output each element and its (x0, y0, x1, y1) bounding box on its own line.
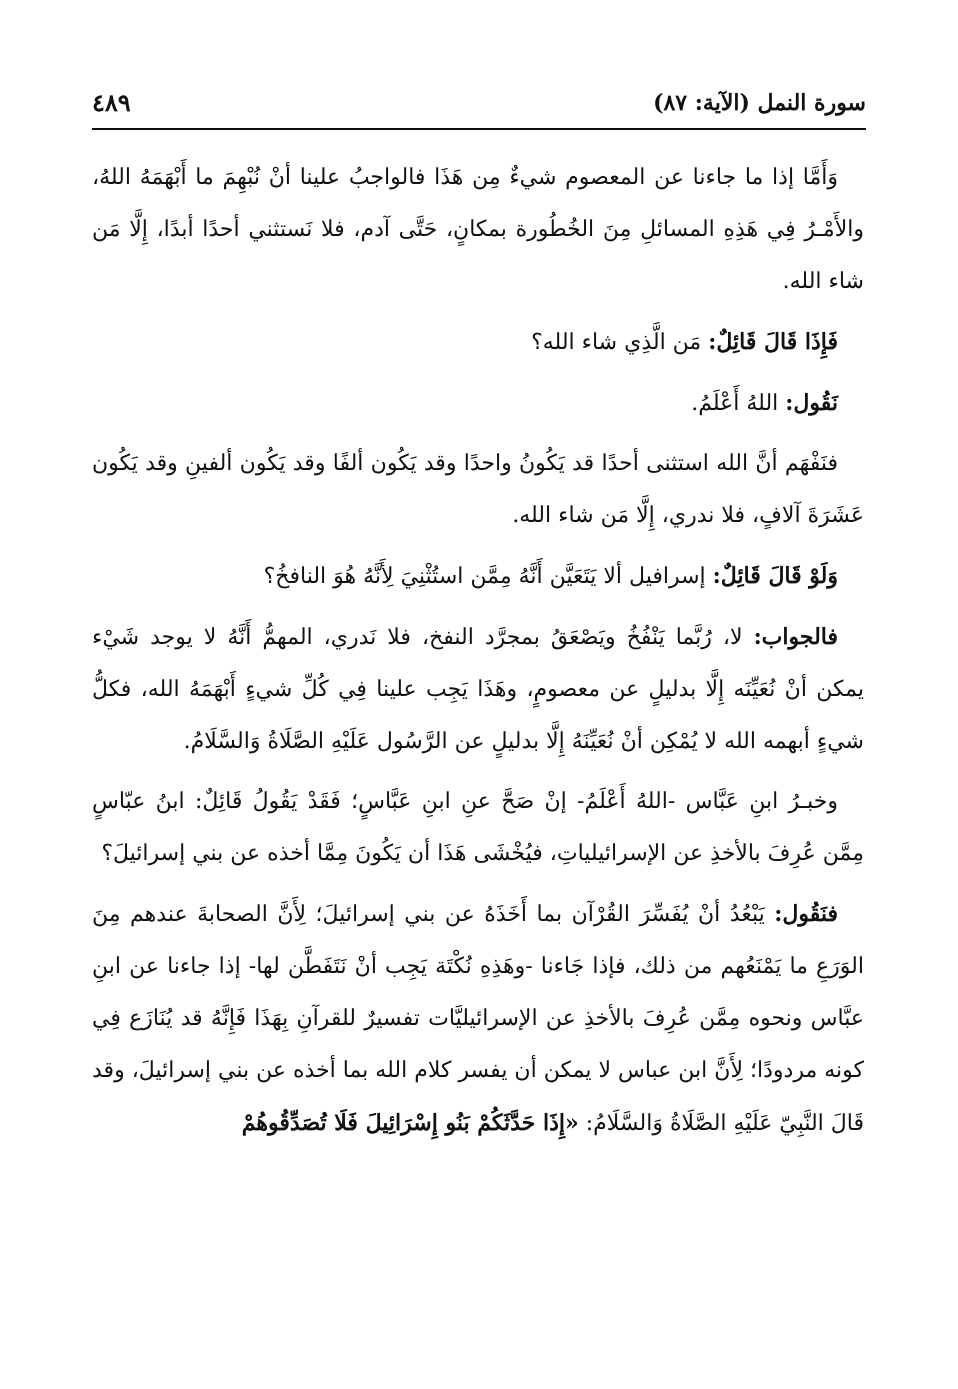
hadith-quote: «إِذَا حَدَّثَكُمْ بَنُو إِسْرَائِيلَ فَلَا تُصَدِّقُوهُمْ (241, 1110, 579, 1136)
paragraph-text: يَبْعُدُ أنْ يُفَسِّرَ القُرْآن بما أَخَذَهُ عن بني إسرائيلَ؛ لِأَنَّ الصحابةَ عندهم مِنَ الوَرَعِ ما يَمْنَعُهم من ذلك، فإذا جَاءنا -وهَذِهِ نُكْتَة يَجِب أنْ نَتَفَطَّن لها- إذا جاءنا عن ابنِ عبَّاس ونحوه مِمَّن عُرِفَ بالأخذِ عن الإسرائيليَّات تفسيرٌ للقرآنِ بِهَذَا فَإِنَّهُ قد يُنَازَع فِي كونه مردودًا؛ لِأَنَّ ابن عباس لا يمكن أن يفسر كلام الله بما أخذه عن بني إسرائيلَ، وقد قَالَ النَّبِيّ عَلَيْهِ الصَّلَاةُ وَالسَّلَامُ: (92, 902, 864, 1136)
paragraph-lead: وَلَوْ قَالَ قَائِلٌ: (712, 563, 838, 589)
paragraph-lead: فالجواب: (753, 624, 838, 650)
paragraph-lead: نَقُول: (785, 390, 838, 416)
paragraph-lead: فنَقُول: (774, 901, 838, 927)
paragraph-8 (92, 888, 864, 1150)
paragraph-text: مَن الَّذِي شاء الله؟ (531, 330, 702, 355)
body-text (92, 152, 864, 1158)
paragraph-2 (92, 316, 864, 369)
paragraph-text: وخبـرُ ابنِ عَبَّاس -اللهُ أَعْلَمُ- إنْ صَحَّ عنِ ابنِ عَبَّاسٍ؛ فَقَدْ يَقُولُ قَائِلٌ: ابنُ عبّاسٍ مِمَّن عُرِفَ بالأخذِ عن الإسرائيلياتِ، فيُخْشَى هَذَا أن يَكُونَ مِمَّا أخذه عن بني إسرائيلَ؟ (92, 789, 864, 866)
paragraph-4 (92, 438, 864, 542)
paragraph-text: وَأَمَّا إذا ما جاءنا عن المعصوم شيءٌ مِن هَذَا فالواجبُ علينا أنْ نُبْهِمَ ما أَبْهَمَهُ اللهُ، والأَمْـرُ فِي هَذِهِ المسائلِ مِنَ الخُطُورة بمكانٍ، حَتَّى آدم، فلا نَستثني أحدًا أبدًا، إِلَّا مَن شاء الله. (92, 165, 864, 294)
running-head: سورة النمل (الآية: ٨٧) (653, 90, 866, 116)
page-number: ٤٨٩ (92, 88, 131, 117)
header-rule (92, 128, 866, 130)
paragraph-text: إسرافيل ألا يَتَعَيَّن أَنَّهُ مِمَّن استُثْنِيَ لِأَنَّهُ هُوَ النافخُ؟ (263, 564, 706, 589)
paragraph-3 (92, 377, 864, 430)
paragraph-text: فنَفْهَم أنَّ الله استثنى أحدًا قد يَكُونُ واحدًا وقد يَكُون ألفًا وقد يَكُون ألفينِ وقد يَكُون عَشَرَةَ آلافٍ، فلا ندري، إِلَّا مَن شاء الله. (92, 451, 864, 528)
paragraph-5 (92, 550, 864, 603)
paragraph-lead: فَإِذَا قَالَ قَائِلٌ: (708, 329, 838, 355)
paragraph-1 (92, 152, 864, 308)
paragraph-6 (92, 611, 864, 768)
page-header (92, 82, 866, 126)
paragraph-7 (92, 776, 864, 880)
paragraph-text: لا، رُبَّما يَنْفُخُ ويَصْعَقُ بمجرَّد النفخ، فلا نَدري، المهمُّ أَنَّهُ لا يوجد شَيْء يمكن أنْ نُعَيِّنَه إِلَّا بدليلٍ عن معصومٍ، وهَذَا يَجِب علينا فِي كُلِّ شيءٍ أَبْهَمَهُ الله، فكلُّ شيءٍ أبهمه الله لا يُمْكِن أنْ نُعَيِّنَهُ إِلَّا بدليلٍ عن الرَّسُول عَلَيْهِ الصَّلَاةُ وَالسَّلَامُ. (92, 625, 864, 754)
paragraph-text: اللهُ أَعْلَمُ. (691, 391, 779, 416)
